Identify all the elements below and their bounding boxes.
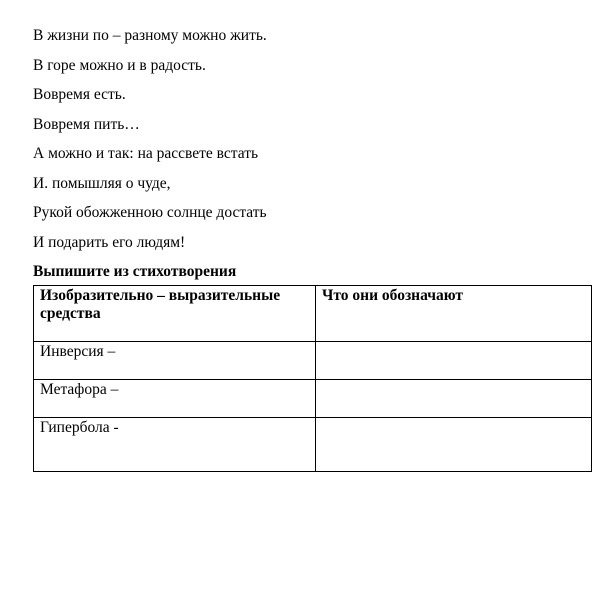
- task-heading: Выпишите из стихотворения: [33, 263, 237, 280]
- table-header-row: [34, 286, 592, 342]
- poem-line: И подарить его людям!: [33, 233, 186, 251]
- poem: [33, 26, 593, 253]
- devices-table: [33, 285, 592, 472]
- table-header-cell: Изобразительно – выразительные средства: [34, 286, 316, 342]
- poem-line: И. помышляя о чуде,: [33, 174, 171, 192]
- table-row: [34, 418, 592, 472]
- document-page: [33, 26, 593, 472]
- table-row: [34, 342, 592, 380]
- poem-line: В жизни по – разному можно жить.: [33, 27, 267, 44]
- poem-line: Рукой обожженною солнце достать: [33, 204, 267, 221]
- table-cell-answer[interactable]: [316, 342, 592, 380]
- poem-line: Вовремя пить…: [33, 115, 140, 133]
- poem-line: Вовремя есть.: [33, 86, 126, 103]
- table-header-cell: Что они обозначают: [316, 286, 592, 342]
- table-cell: Гипербола -: [34, 418, 316, 472]
- table-cell: Метафора –: [34, 380, 316, 418]
- poem-line: В горе можно и в радость.: [33, 56, 206, 74]
- poem-line: А можно и так: на рассвете встать: [33, 145, 259, 162]
- table-cell-answer[interactable]: [316, 418, 592, 472]
- table-cell-answer[interactable]: [316, 380, 592, 418]
- table-row: [34, 380, 592, 418]
- table-cell: Инверсия –: [34, 342, 316, 380]
